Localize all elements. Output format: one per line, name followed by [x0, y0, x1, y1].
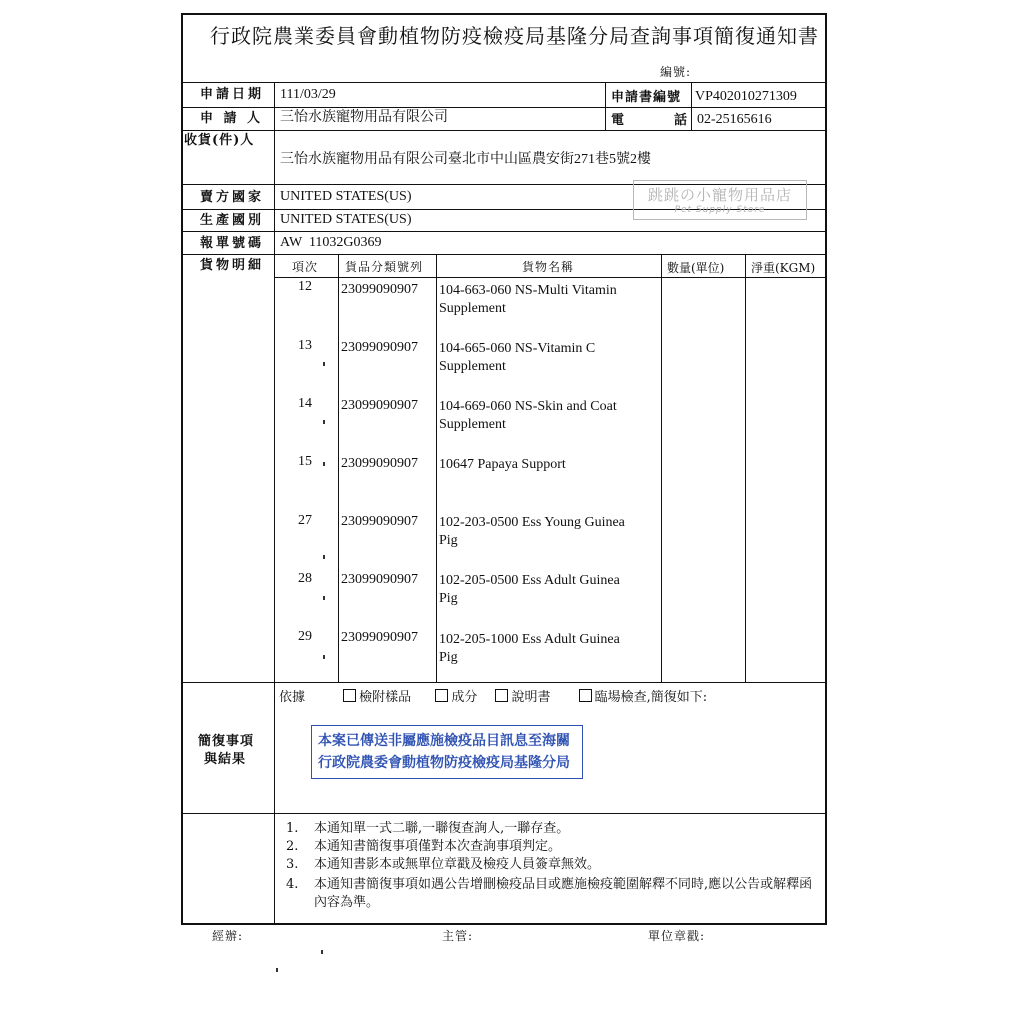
rule — [181, 231, 827, 232]
onsite-checkbox[interactable] — [579, 689, 592, 702]
row-item: 13 — [298, 338, 312, 353]
col-header-weight: 淨重(KGM) — [751, 261, 816, 275]
basis-row — [279, 689, 707, 704]
rule — [745, 254, 746, 682]
rule — [181, 130, 827, 131]
row-code: 23099090907 — [341, 340, 418, 355]
row-name: 104-665-060 NS-Vitamin C Supplement — [439, 341, 596, 374]
ingredients-checkbox[interactable] — [435, 689, 448, 702]
note-number: 1. — [286, 821, 299, 836]
note-item — [286, 838, 561, 856]
row-item: 15 — [298, 454, 312, 469]
note-text: 本通知書簡復事項如遇公告增刪檢疫品目或應施檢疫範圍解釋不同時,應以公告或解釋函內容為準。 — [314, 877, 813, 910]
sample-checkbox[interactable] — [343, 689, 356, 702]
col-header-qty: 數量(單位) — [667, 261, 725, 275]
row-item: 27 — [298, 513, 312, 528]
rule — [181, 682, 827, 683]
declaration-no-value: AW 11032G0369 — [280, 235, 382, 250]
row-code: 23099090907 — [341, 282, 418, 297]
note-item — [286, 876, 818, 912]
note-number: 2. — [286, 839, 299, 854]
manual-checkbox[interactable] — [495, 689, 508, 702]
row-name: 102-205-0500 Ess Adult Guinea Pig — [439, 573, 620, 606]
rule — [605, 82, 606, 130]
goods-label: 貨物明細 — [200, 258, 265, 273]
applicant-value: 三怡水族寵物用品有限公司 — [280, 110, 448, 125]
basis-suffix: ,簡復如下: — [646, 690, 708, 705]
phone-label: 電 — [611, 113, 628, 128]
note-item — [286, 856, 600, 874]
apply-date-label: 申請日期 — [200, 87, 265, 102]
rule — [181, 82, 827, 83]
watermark-text: 跳跳の小寵物用品店 — [647, 186, 792, 204]
row-code: 23099090907 — [341, 572, 418, 587]
row-name: 104-663-060 NS-Multi Vitamin Supplement — [439, 283, 617, 316]
phone-value: 02-25165616 — [697, 112, 772, 127]
note-number: 3. — [286, 857, 299, 872]
note-text: 本通知書影本或無單位章戳及檢疫人員簽章無效。 — [314, 857, 601, 872]
row-name: 104-669-060 NS-Skin and Coat Supplement — [439, 399, 617, 432]
scan-speck — [321, 950, 323, 954]
scan-speck — [323, 462, 325, 466]
scan-speck — [323, 362, 325, 366]
row-item: 14 — [298, 396, 312, 411]
manual-option-label: 說明書 — [511, 690, 551, 705]
row-code: 23099090907 — [341, 398, 418, 413]
stamp-text: 行政院農委會動植物防疫檢疫局基隆分局 — [318, 755, 570, 771]
seller-country-value: UNITED STATES(US) — [280, 189, 412, 204]
applicant-label: 申 請 人 — [200, 111, 264, 126]
number-label: 編號: — [660, 65, 692, 79]
handler-label: 經辦: — [212, 929, 244, 943]
note-text: 本通知書簡復事項僅對本次查詢事項判定。 — [314, 839, 562, 854]
quarantine-stamp — [311, 725, 583, 779]
row-name: 102-203-0500 Ess Young Guinea Pig — [439, 515, 625, 548]
rule — [338, 254, 339, 682]
row-code: 23099090907 — [341, 630, 418, 645]
phone-label: 話 — [674, 113, 691, 128]
form-no-label: 申請書編號 — [611, 90, 682, 105]
basis-label: 依據 — [279, 690, 306, 705]
stamp-text: 本案已傳送非屬應施檢疫品目訊息至海關 — [318, 733, 570, 749]
scan-speck — [276, 968, 278, 972]
note-item — [286, 820, 569, 838]
row-item: 28 — [298, 571, 312, 586]
rule — [274, 82, 275, 925]
watermark-subtext: Pet Supply Store — [674, 205, 766, 215]
apply-date-value: 111/03/29 — [280, 87, 336, 102]
onsite-option-label: 臨場檢查 — [594, 690, 647, 705]
sample-option-label: 檢附樣品 — [359, 690, 412, 705]
document-title: 行政院農業委員會動植物防疫檢疫局基隆分局查詢事項簡復通知書 — [210, 24, 819, 48]
col-header-name: 貨物名稱 — [522, 260, 575, 274]
rule — [181, 107, 827, 108]
scan-speck — [323, 420, 325, 424]
supervisor-label: 主管: — [442, 929, 474, 943]
declaration-no-label: 報單號碼 — [200, 236, 265, 251]
note-number: 4. — [286, 877, 299, 892]
reply-label: 與結果 — [204, 752, 247, 767]
rule — [181, 254, 827, 255]
consignee-label: 收貨(件)人 — [184, 133, 255, 148]
rule — [661, 254, 662, 682]
rule — [691, 82, 692, 130]
origin-country-value: UNITED STATES(US) — [280, 212, 412, 227]
row-item: 29 — [298, 629, 312, 644]
shop-watermark — [633, 180, 807, 220]
col-header-code: 貨品分類號列 — [345, 260, 424, 274]
row-name: 10647 Papaya Support — [439, 457, 566, 472]
reply-label: 簡復事項 — [198, 734, 255, 749]
col-header-item: 項次 — [292, 260, 319, 274]
rule — [181, 813, 827, 814]
scan-speck — [323, 555, 325, 559]
row-code: 23099090907 — [341, 514, 418, 529]
rule — [436, 254, 437, 682]
seller-country-label: 賣方國家 — [200, 190, 265, 205]
consignee-value: 三怡水族寵物用品有限公司臺北市中山區農安街271巷5號2樓 — [280, 152, 651, 167]
note-text: 本通知單一式二聯,一聯復查詢人,一聯存查。 — [314, 821, 570, 836]
origin-country-label: 生產國別 — [200, 213, 265, 228]
row-name: 102-205-1000 Ess Adult Guinea Pig — [439, 632, 620, 665]
scan-speck — [323, 655, 325, 659]
row-code: 23099090907 — [341, 456, 418, 471]
ingredients-option-label: 成分 — [451, 690, 478, 705]
row-item: 12 — [298, 279, 312, 294]
scan-speck — [323, 596, 325, 600]
unit-seal-label: 單位章戳: — [648, 929, 706, 943]
form-no-value: VP402010271309 — [695, 89, 797, 104]
